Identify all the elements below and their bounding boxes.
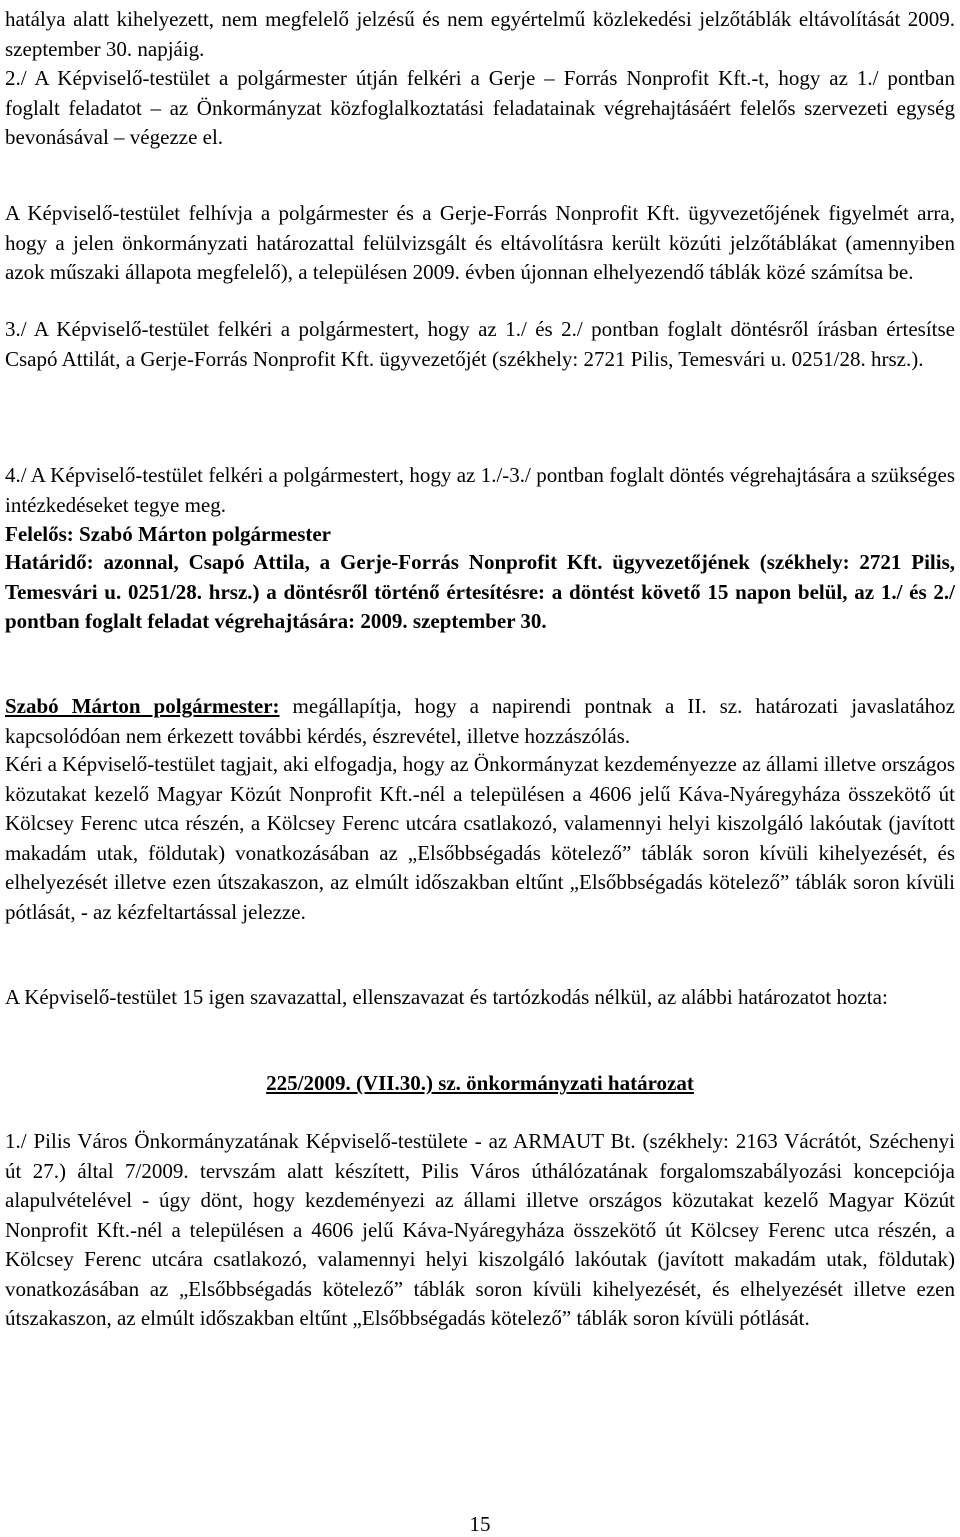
paragraph-point-4: 4./ A Képviselő-testület felkéri a polgármestert, hogy az 1./-3./ pontban foglalt döntés végrehajtására a szükséges intézkedéseket tegye meg. [5,463,955,517]
resolution-point-1: 1./ Pilis Város Önkormányzatának Képviselő-testülete - az ARMAUT Bt. (székhely: 2163 Vácrátót, Széchenyi út 27.) által 7/2009. tervszám alatt készített, Pilis Város úthálózatának forgalomszabályozási koncepciója alapulvételével - úgy dönt, hogy kezdeményezi az állami illetve országos közutakat kezelő Magyar Közút Nonprofit Kft.-nél a településen a 4606 jelű Káva-Nyáregyháza összekötő út Kölcsey Ferenc utca részén, a Kölcsey Ferenc utcára csatlakozó, valamennyi helyi kiszolgáló lakóutak (javított makadám utak, földutak) vonatkozásában az „Elsőbbségadás kötelező” táblák soron kívüli kihelyezését, és elhelyezését illetve ezen útszakaszon, az elmúlt időszakban eltűnt „Elsőbbségadás kötelező” táblák soron kívüli pótlását. [5,1129,955,1330]
point-2-dash-2: – [150,95,161,120]
page-number: 15 [469,1512,491,1536]
point-2-text-b: Forrás Nonprofit Kft.-t, hogy az 1./ pontban foglalt feladatot [5,66,955,120]
paragraph-continuation: hatálya alatt kihelyezett, nem megfelelő jelzésű és nem egyértelmű közlekedési jelzőtáblák eltávolítását 2009. szeptember 30. napjáig. [5,7,955,61]
mayor-statement [5,692,955,751]
paragraph-vote-request: Kéri a Képviselő-testület tagjait, aki elfogadja, hogy az Önkormányzat kezdeményezze az állami illetve országos közutakat kezelő Magyar Közút Nonprofit Kft.-nél a településen a 4606 jelű Káva-Nyáregyháza összekötő út Kölcsey Ferenc utca részén, a Kölcsey Ferenc utcára csatlakozó, valamennyi helyi kiszolgáló lakóutak (javított makadám utak, földutak) vonatkozásában az „Elsőbbségadás kötelező” táblák soron kívüli kihelyezését, és elhelyezését illetve ezen útszakaszon, az elmúlt időszakban eltűnt „Elsőbbségadás kötelező” táblák soron kívüli pótlását, - az kézfeltartással jelezze. [5,752,955,924]
resolution-title: 225/2009. (VII.30.) sz. önkormányzati határozat [266,1071,694,1095]
paragraph-point-2 [5,64,955,153]
speaker-text: megállapítja, hogy a napirendi pontnak a II. sz. határozati javaslatához kapcsolódóan nem érkezett további kérdés, észrevétel, illetve hozzászólás. [5,694,955,748]
point-2-text-c: az Önkormányzat közfoglalkoztatási feladatainak végrehajtásáért felelős szervezeti egység bevonásával [5,95,955,149]
point-2-text-a: 2./ A Képviselő-testület a polgármester útján felkéri a Gerje [5,66,536,90]
point-2-text-d: végezze el. [129,125,224,149]
point-2-dash: – [544,66,555,90]
responsible-line: Felelős: Szabó Márton polgármester [5,522,332,546]
speaker-name: Szabó Márton polgármester: [5,694,280,718]
point-2-dash-3: – [114,125,125,149]
deadline-paragraph: Határidő: azonnal, Csapó Attila, a Gerje-Forrás Nonprofit Kft. ügyvezetőjének (székhely: 2721 Pilis, Temesvári u. 0251/28. hrsz.) a döntésről történő értesítésre: a döntést követő 15 napon belül, az 1./ és 2./ pontban foglalt feladat végrehajtására: 2009. szeptember 30. [5,550,955,633]
paragraph-point-3: 3./ A Képviselő-testület felkéri a polgármestert, hogy az 1./ és 2./ pontban foglalt döntésről írásban értesítse Csapó Attilát, a Gerje-Forrás Nonprofit Kft. ügyvezetőjét (székhely: 2721 Pilis, Temesvári u. 0251/28. hrsz.). [5,317,955,371]
paragraph-call-attention: A Képviselő-testület felhívja a polgármester és a Gerje-Forrás Nonprofit Kft. ügyvezetőjének figyelmét arra, hogy a jelen önkormányzati határozattal felülvizsgált és eltávolításra került közúti jelzőtáblákat (amennyiben azok műszaki állapota megfelelő), a településen 2009. évben újonnan elhelyezendő táblák közé számítsa be. [5,201,955,284]
paragraph-vote-result: A Képviselő-testület 15 igen szavazattal, ellenszavazat és tartózkodás nélkül, az alábbi határozatot hozta: [5,985,888,1009]
